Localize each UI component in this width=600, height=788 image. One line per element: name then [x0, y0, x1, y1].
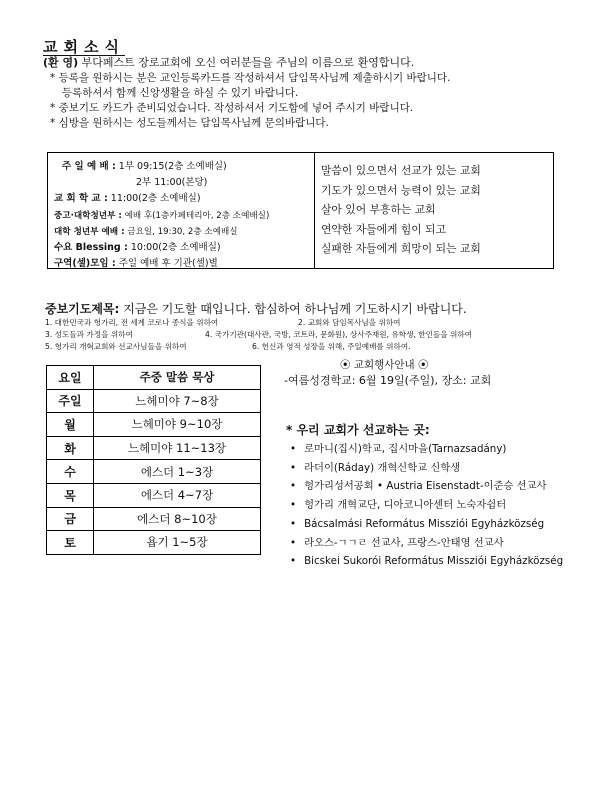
- notices: [50, 71, 450, 131]
- schedule-value: 11:00(2층 소예배실): [110, 193, 201, 205]
- list-item: • Bicskei Sukorói Református Missziói Egyházközség: [290, 552, 563, 571]
- prayer-label: 중보기도제목:: [45, 302, 120, 316]
- schedule-box: [47, 152, 554, 269]
- reading-cell: 느헤미야 9~10장: [94, 413, 261, 437]
- column-header: 주중 말씀 묵상: [94, 366, 261, 390]
- missions-heading: * 우리 교회가 선교하는 곳:: [286, 423, 430, 437]
- table-row: [47, 389, 261, 413]
- schedule-value: 2부 11:00(본당): [136, 177, 208, 189]
- reading-cell: 에스더 1~3장: [94, 460, 261, 484]
- prayer-row: [45, 341, 565, 353]
- schedule-label: 교 회 학 교 :: [54, 193, 108, 205]
- schedule-row: [54, 175, 309, 191]
- schedule-label: 대학 청년부 예배 :: [54, 226, 125, 237]
- schedule-value: 예배 후(1층카페테리아, 2층 소예배실): [124, 210, 270, 221]
- day-cell: 월: [47, 413, 94, 437]
- church-vision: [321, 161, 481, 259]
- schedule-row: [54, 224, 309, 240]
- notice-item: * 중보기도 카드가 준비되었습니다. 작성하셔서 기도함에 넣어 주시기 바랍니다.: [50, 102, 414, 114]
- welcome-label: (환 영): [43, 56, 79, 69]
- table-row: [47, 460, 261, 484]
- bible-reading-table: [46, 365, 261, 555]
- list-item: • 로마니(집시)학교, 집시마을(Tarnazsadány): [290, 440, 563, 459]
- reading-cell: 에스더 4~7장: [94, 483, 261, 507]
- list-item: • 헝가리성서공회 • Austria Eisenstadt-이준승 선교사: [290, 477, 563, 496]
- prayer-row: [45, 317, 565, 329]
- table-row: [47, 413, 261, 437]
- schedule-label: 구역(셀)모임 :: [54, 258, 116, 270]
- reading-cell: 느헤미야 11~13장: [94, 436, 261, 460]
- schedule-label: 수요 Blessing :: [54, 242, 128, 254]
- event-item: -여름성경학교: 6월 19일(주일), 장소: 교회: [284, 374, 492, 387]
- prayer-heading: [45, 300, 467, 317]
- reading-cell: 욥기 1~5장: [94, 531, 261, 555]
- reading-cell: 느헤미야 7~8장: [94, 389, 261, 413]
- vision-line: 실패한 자들에게 희망이 되는 교회: [321, 242, 481, 255]
- table-header: [47, 366, 261, 390]
- prayer-item: 4. 국가기관(대사관, 국방, 코트라, 문화원), 상사주재원, 유학생, 한인들을 위하여: [205, 330, 473, 339]
- schedule-value: 금요일, 19:30, 2층 소예배실: [127, 226, 238, 237]
- list-item: • 라더이(Ráday) 개혁신학교 신학생: [290, 459, 563, 478]
- prayer-item: 5. 헝가리 개혁교회와 선교사님들을 위하여: [45, 342, 187, 351]
- day-cell: 토: [47, 531, 94, 555]
- missions-list: [290, 440, 563, 571]
- day-cell: 화: [47, 436, 94, 460]
- notice-item: * 심방을 원하시는 성도들께서는 담임목사님께 문의바랍니다.: [50, 117, 329, 129]
- table-row: [47, 436, 261, 460]
- notice-item: * 등록을 원하시는 분은 교인등록카드를 작성하셔서 담임목사님께 제출하시기 바랍니다.: [50, 72, 451, 84]
- vision-line: 살아 있어 부흥하는 교회: [321, 203, 436, 216]
- list-item: • Bácsalmási Református Missziói Egyházközség: [290, 515, 563, 534]
- schedule-value: 1부 09:15(2층 소예배실): [118, 161, 227, 172]
- divider: [314, 153, 315, 268]
- vision-line: 기도가 있으면서 능력이 있는 교회: [321, 183, 481, 197]
- prayer-item: 2. 교회와 담임목사님을 위하여: [298, 318, 401, 327]
- welcome-line: [43, 56, 414, 70]
- prayer-item: 6. 헌신과 영적 성장을 위해, 주일예배를 위하여.: [252, 342, 411, 351]
- schedule-row: [54, 191, 309, 207]
- column-header: 요일: [47, 366, 94, 390]
- schedule-value: 주일 예배 후 기관(셀)별: [118, 258, 218, 270]
- prayer-item: 1. 대한민국과 헝가리, 전 세계 코로나 종식을 위하여: [45, 318, 219, 327]
- schedule-value: 10:00(2층 소예배실): [130, 242, 221, 254]
- schedule-row: [54, 240, 309, 256]
- day-cell: 수: [47, 460, 94, 484]
- table-row: [47, 531, 261, 555]
- prayer-item: 3. 성도들과 가정을 위하여: [45, 330, 133, 339]
- prayer-text: 지금은 기도할 때입니다. 합심하여 하나님께 기도하시기 바랍니다.: [123, 302, 467, 316]
- list-item: • 라오스-ㄱㄱㄹ 선교사, 프랑스-안태영 선교사: [290, 534, 563, 553]
- events-heading: ⦿ 교회행사안내 ⦿: [340, 359, 429, 371]
- prayer-list: [45, 317, 565, 353]
- table-row: [47, 483, 261, 507]
- schedule-row: [54, 208, 309, 224]
- reading-cell: 에스더 8~10장: [94, 507, 261, 531]
- notice-item: 등록하셔서 함께 신앙생활을 하실 수 있기 바랍니다.: [62, 87, 299, 99]
- schedule-label: 중고·대학청년부 :: [54, 210, 122, 221]
- schedule-label: 주 일 예 배 :: [62, 161, 116, 172]
- day-cell: 목: [47, 483, 94, 507]
- vision-line: 연약한 자들에게 힘이 되고: [321, 222, 447, 236]
- table-row: [47, 507, 261, 531]
- day-cell: 금: [47, 507, 94, 531]
- welcome-text: 부다페스트 장로교회에 오신 여러분들을 주님의 이름으로 환영합니다.: [81, 56, 415, 69]
- worship-schedule: [54, 159, 309, 272]
- schedule-row: [54, 159, 309, 175]
- prayer-row: [45, 329, 565, 341]
- vision-line: 말씀이 있으면서 선교가 있는 교회: [321, 164, 481, 177]
- page-title: 교회소식: [43, 38, 125, 56]
- day-cell: 주일: [47, 389, 94, 413]
- list-item: • 헝가리 개혁교단, 디아코니아센터 노숙자쉼터: [290, 496, 563, 515]
- schedule-row: [54, 256, 309, 272]
